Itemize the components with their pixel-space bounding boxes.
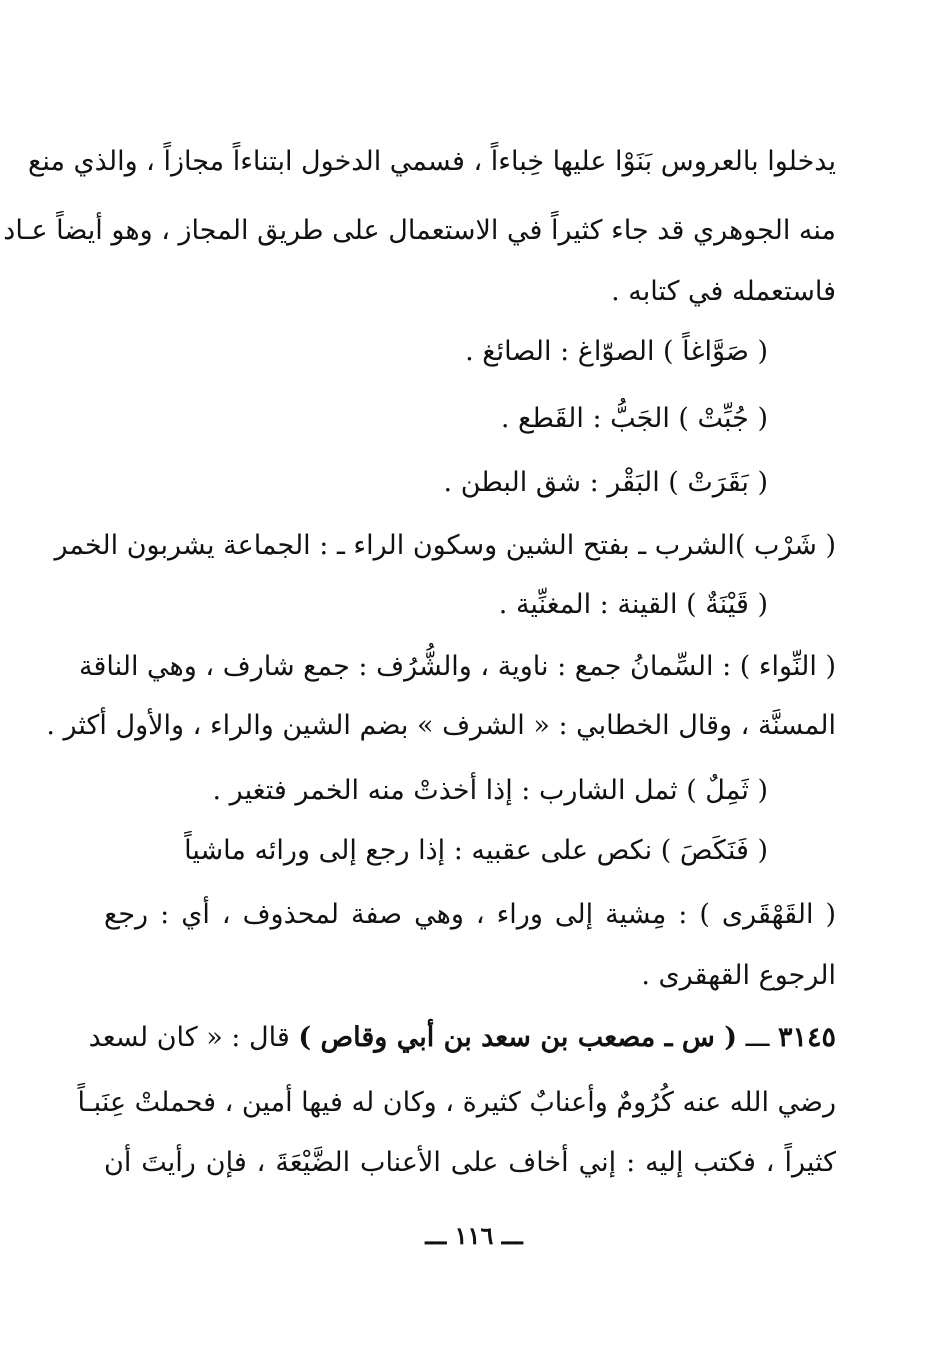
hadith-source: ( س ـ مصعب بن سعد بن أبي وقاص ) <box>298 1022 738 1053</box>
gloss-line: ( فَنَكَصَ ) نكص على عقبيه : إذا رجع إلى ورائه ماشياً <box>184 835 768 866</box>
text-line: المسنَّة ، وقال الخطابي : « الشرف » بضم الشين والراء ، والأول أكثر . <box>46 710 836 741</box>
gloss-line: ( صَوَّاغاً ) الصوّاغ : الصائغ . <box>465 336 768 367</box>
gloss-line: ( النِّواء ) : السِّمانُ جمع : ناوية ، والشُّرُف : جمع شارف ، وهي الناقة <box>78 651 836 682</box>
hadith-dash: ـــ <box>745 1022 770 1053</box>
gloss-line: ( القَهْقَرى ) : مِشية إلى وراء ، وهي صفة لمحذوف ، أي : رجع <box>104 899 836 930</box>
page-number: ـــ ١١٦ ـــ <box>425 1221 523 1250</box>
text-line: يدخلوا بالعروس بَنَوْا عليها خِباءاً ، فسمي الدخول ابتناءاً مجازاً ، والذي منع <box>27 146 836 177</box>
text-line: منه الجوهري قد جاء كثيراً في الاستعمال على طريق المجاز ، وهو أيضاً عـاد <box>3 215 836 246</box>
gloss-line: ( جُبِّتْ ) الجَبُّ : القَطع . <box>500 403 768 434</box>
text-line: رضي الله عنه كُرُومٌ وأعنابٌ كثيرة ، وكان له فيها أمين ، فحملتْ عِنَبـاً <box>77 1087 836 1118</box>
hadith-heading-line <box>88 1018 836 1062</box>
text-line: كثيراً ، فكتب إليه : إني أخاف على الأعناب الضَّيْعَةَ ، فإن رأيتَ أن <box>104 1147 836 1178</box>
text-line: فاستعمله في كتابه . <box>611 276 836 307</box>
hadith-number: ٣١٤٥ <box>777 1022 836 1053</box>
gloss-line: ( قَيْنَةٌ ) القينة : المغنِّية . <box>498 589 768 620</box>
gloss-line: ( بَقَرَتْ ) البَقْر : شق البطن . <box>443 467 768 498</box>
gloss-line: ( ثَمِلٌ ) ثمل الشارب : إذا أخذتْ منه الخمر فتغير . <box>212 775 768 806</box>
text-line: الرجوع القهقرى . <box>641 960 836 991</box>
hadith-text-start: قال : « كان لسعد <box>88 1022 290 1053</box>
gloss-line: ( شَرْب )الشرب ـ بفتح الشين وسكون الراء ـ : الجماعة يشربون الخمر <box>54 530 836 561</box>
